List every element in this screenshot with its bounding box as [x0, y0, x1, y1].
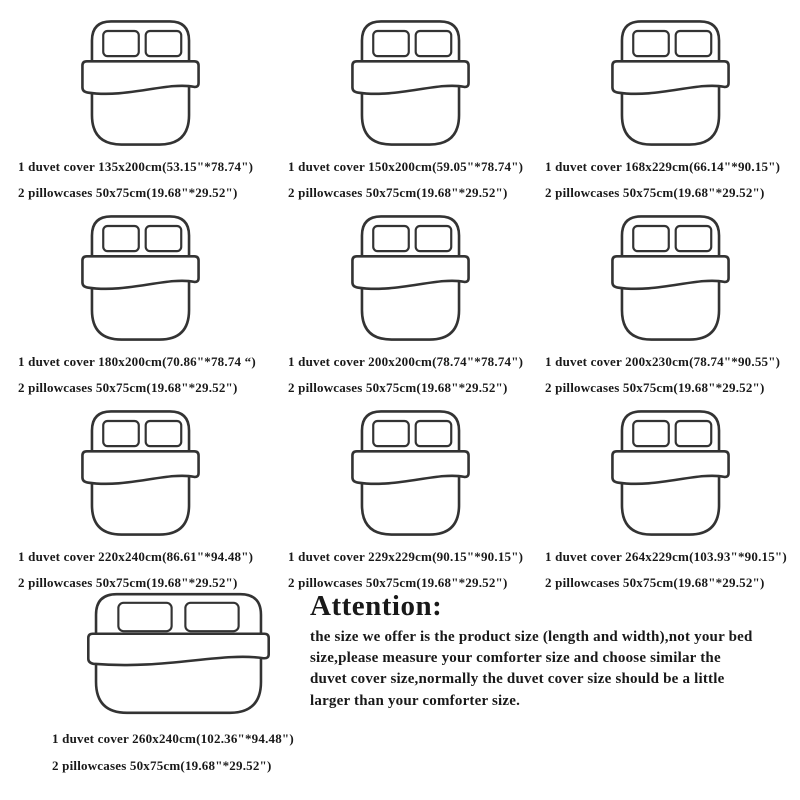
duvet-size-label: 1 duvet cover 264x229cm(103.93"*90.15") [545, 549, 787, 564]
bed-diagram [601, 408, 740, 538]
duvet-size-label: 1 duvet cover 220x240cm(86.61"*94.48") [18, 549, 254, 564]
duvet-size-label: 1 duvet cover 200x230cm(78.74"*90.55") [545, 354, 781, 369]
size-option-10 [0, 585, 310, 800]
pillowcase-size-label: 2 pillowcases 50x75cm(19.68"*29.52") [52, 758, 272, 773]
bed-diagram [601, 213, 740, 343]
duvet-size-label: 1 duvet cover 180x200cm(70.86"*78.74 “) [18, 354, 256, 369]
pillowcase-size-label: 2 pillowcases 50x75cm(19.68"*29.52") [545, 380, 765, 395]
bed-diagram [71, 213, 210, 343]
bed-diagram [341, 18, 480, 148]
size-option-9 [540, 390, 800, 590]
attention-line: larger than your comforter size. [310, 692, 521, 709]
pillowcase-size-label: 2 pillowcases 50x75cm(19.68"*29.52") [288, 185, 508, 200]
bottom-section [0, 585, 800, 800]
size-option-1 [0, 0, 281, 200]
size-option-7 [0, 390, 281, 590]
size-option-5 [281, 195, 540, 395]
bed-diagram [341, 408, 480, 538]
attention-line: duvet cover size,normally the duvet cover size should be a little [310, 671, 725, 688]
bed-diagram [341, 213, 480, 343]
attention-title: Attention: [310, 590, 443, 622]
pillowcase-size-label: 2 pillowcases 50x75cm(19.68"*29.52") [545, 185, 765, 200]
pillowcase-size-label: 2 pillowcases 50x75cm(19.68"*29.52") [18, 185, 238, 200]
duvet-size-label: 1 duvet cover 229x229cm(90.15"*90.15") [288, 549, 524, 564]
pillowcase-size-label: 2 pillowcases 50x75cm(19.68"*29.52") [18, 575, 238, 590]
attention-note [310, 585, 800, 800]
size-option-4 [0, 195, 281, 395]
size-option-3 [540, 0, 800, 200]
duvet-size-label: 1 duvet cover 135x200cm(53.15"*78.74") [18, 159, 254, 174]
bed-diagram-wide [84, 589, 273, 718]
duvet-size-label: 1 duvet cover 150x200cm(59.05"*78.74") [288, 159, 524, 174]
bed-diagram [601, 18, 740, 148]
attention-line: the size we offer is the product size (length and width),not your bed [310, 628, 753, 645]
size-option-6 [540, 195, 800, 395]
attention-line: size,please measure your comforter size and choose similar the [310, 650, 721, 667]
duvet-size-label: 1 duvet cover 260x240cm(102.36"*94.48") [52, 731, 294, 746]
duvet-size-label: 1 duvet cover 168x229cm(66.14"*90.15") [545, 159, 781, 174]
size-option-2 [281, 0, 540, 200]
bed-diagram [71, 18, 210, 148]
duvet-size-label: 1 duvet cover 200x200cm(78.74"*78.74") [288, 354, 524, 369]
pillowcase-size-label: 2 pillowcases 50x75cm(19.68"*29.52") [18, 380, 238, 395]
bed-diagram [71, 408, 210, 538]
size-option-8 [281, 390, 540, 590]
pillowcase-size-label: 2 pillowcases 50x75cm(19.68"*29.52") [288, 380, 508, 395]
pillowcase-size-label: 2 pillowcases 50x75cm(19.68"*29.52") [545, 575, 765, 590]
attention-body [310, 627, 796, 712]
pillowcase-size-label: 2 pillowcases 50x75cm(19.68"*29.52") [288, 575, 508, 590]
